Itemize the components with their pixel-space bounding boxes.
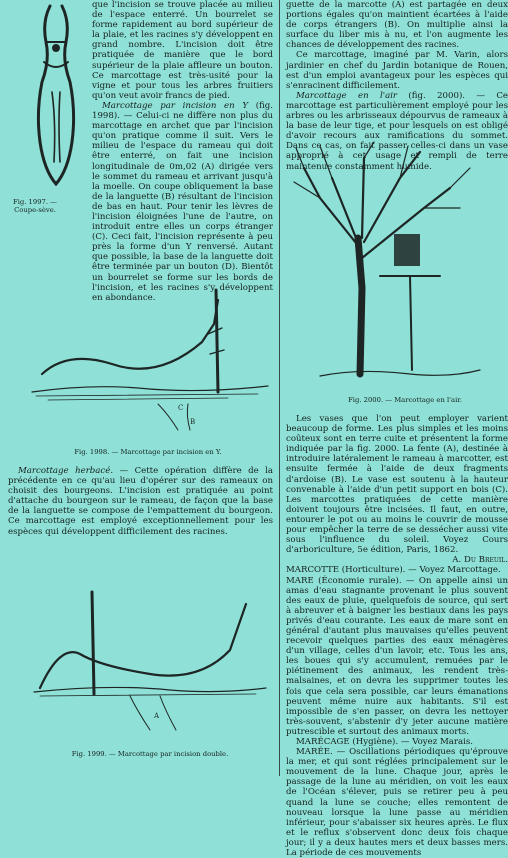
right-text-block-1	[286, 0, 508, 172]
fig-ref-2000: (fig. 2000).	[408, 90, 466, 101]
fig-1999-caption: Fig. 1999. — Marcottage par incision double.	[71, 750, 229, 758]
left-paragraph-1: que l'incision se trouve placée au milieu de l'espace enterré. Un bourrelet se forme rapidement au bord supérieur de la plaie, et les racines s'y développent en grand nombre. L'incision doit être pratiquée de manière que le bord supérieur de la plaie affleure un bouton. Ce marcottage est très-usité pour la vigne et pour tous les arbres fruitiers qu'on veut avoir francs de pied.	[92, 0, 273, 101]
fig1998-label-C: C	[178, 404, 184, 412]
right-text-block-2	[286, 414, 508, 858]
left-paragraph-2-body: — Celui-ci ne diffère non plus du marcottage en archet que par l'incision qu'on pratique comme il suit. Vers le milieu de l'espace du rameau qui doit être enterré, on fait une incision longitudinale de 0m,02 (A) dirigée vers le sommet du rameau et arrivant jusqu'à la moelle. On coupe obliquement la base de la languette (B) résultant de l'incision de bas en haut. Pour tenir les lèvres de l'incision éloignées l'une de l'autre, on introduit entre elles un corps étranger (C). Ceci fait, l'incision représente à peu près la forme d'un Y renversé. Autant que possible, la base de la languette doit être terminée par un bouton (D). Bientôt un bourrelet se forme sur les bords de l'incision, et les racines s'y développent en abondance.	[92, 111, 273, 303]
entry-marecage: MARÉCAGE (Hygiène). — Voyez Marais.	[296, 737, 474, 747]
fig-1997-caption: Fig. 1997. — Coupe-sève.	[13, 198, 57, 214]
figure-1997-coupe-seve	[32, 2, 84, 192]
right-paragraph-2: Ce marcottage, imaginé par M. Varin, alors jardinier en chef du Jardin botanique de Rouen, est d'un emploi avantageux pour les espèces qui s'enracinent difficilement.	[286, 50, 508, 91]
figure-2000-tree	[290, 138, 498, 388]
fig-2000-caption: Fig. 2000. — Marcottage en l'air.	[348, 396, 462, 404]
left-text-block-1	[92, 0, 274, 303]
entry-marcotte: MARCOTTE (Horticulture). — Voyez Marcottage.	[286, 565, 501, 576]
left-paragraph-2	[92, 101, 273, 303]
right-signature: A. Du Breuil.	[452, 555, 508, 566]
section-title-en-lair: Marcottage en l'air	[296, 90, 398, 101]
fig-ref-1998: (fig. 1998).	[92, 100, 274, 122]
entry-mare: MARE (Économie rurale). — On appelle ainsi un amas d'eau stagnante provenant le plus souvent des eaux de pluie, quelquefois de source, qui sert à abreuver et à baigner les bestiaux dans les pays privés d'eau courante. Les eaux de mare sont en général d'autant plus mauvaises qu'elles peuvent recevoir quelques parties des eaux ménagères d'un village, celles d'un lavoir, etc. Tous les ans, les boues qui s'y accumulent, remuées par le piétinement des animaux, les rendent très-malsaines, et on devra les supprimer toutes les fois que cela sera possible, car leurs émanations peuvent même nuire aux habitants. S'il est impossible de s'en passer, on devra les nettoyer très-souvent, s'abstenir d'y jeter aucune matière putrescible et surtout des animaux morts.	[286, 575, 508, 737]
fig1998-label-B: B	[190, 418, 196, 426]
figure-1998-incision-y	[28, 284, 272, 434]
left-paragraph-3	[8, 466, 273, 537]
left-paragraph-3-body: — Cette opération diffère de la précédente en ce qu'au lieu d'opérer sur des rameaux on choisit des bourgeons. L'incision est pratiquée au point d'attache du bourgeon sur le rameau, de façon que la base de la languette se compose de l'empattement du bourgeon. Ce marcottage est employé exceptionnellement pour les espèces qui développent difficilement des racines.	[8, 466, 274, 537]
right-paragraph-1: guette de la marcotte (A) est partagée en deux portions égales qu'on maintient écartées à l'aide de corps étrangers (B). On multiplie ainsi la surface du liber mis à nu, et l'on augmente les chances de développement des racines.	[286, 0, 508, 51]
column-divider	[279, 0, 280, 776]
section-title-incision-y: Marcottage par incision en Y	[102, 100, 249, 111]
entry-maree: MARÉE. — Oscillations périodiques qu'éprouve la mer, et qui sont réglées principalement sur le mouvement de la lune. Chaque jour, après le passage de la lune au méridien, on voit les eaux de l'Océan s'élever, puis se retirer peu à peu quand la lune se couche; elles remontent de nouveau lorsque la lune passe au méridien inférieur, pour s'abaisser six heures après. Le flux et le reflux s'observent donc deux fois chaque jour; il y a deux hautes mers et deux basses mers. La période de ces mouvements	[286, 747, 508, 858]
right-paragraph-4: Les vases que l'on peut employer varient beaucoup de forme. Les plus simples et les moins coûteux sont en terre cuite et présentent la forme indiquée par la fig. 2000. La fente (A), destinée à introduire latéralement le rameau à marcotter, est ensuite fermée à l'aide de deux fragments d'ardoise (B). Le vase est soutenu à la hauteur convenable à l'aide d'un petit support en bois (C). Les marcottes pratiquées de cette manière doivent toujours être incisées. Il faut, en outre, entourer le pot ou au moins le couvrir de mousse pour empêcher la terre de se dessécher aussi vite sous l'influence du soleil. Voyez Cours d'arboriculture, 5e édition, Paris, 1862.	[286, 414, 508, 556]
figure-1999-incision-double	[30, 584, 270, 734]
right-paragraph-3-body: — Ce marcottage est particulièrement employé pour les arbres ou les arbrisseaux dépourvus de rameaux à la base de leur tige, et pour lesquels on est obligé d'avoir recours aux ramifications du sommet. Dans ce cas, on fait passer celles-ci dans un vase approprié à cet usage et rempli de terre maintenue constamment humide.	[286, 90, 508, 172]
fig-1998-caption: Fig. 1998. — Marcottage par incision en Y.	[74, 448, 222, 456]
left-text-block-2	[8, 466, 273, 548]
fig1999-label-A: A	[154, 712, 160, 720]
section-title-herbace: Marcottage herbacé.	[18, 466, 114, 476]
